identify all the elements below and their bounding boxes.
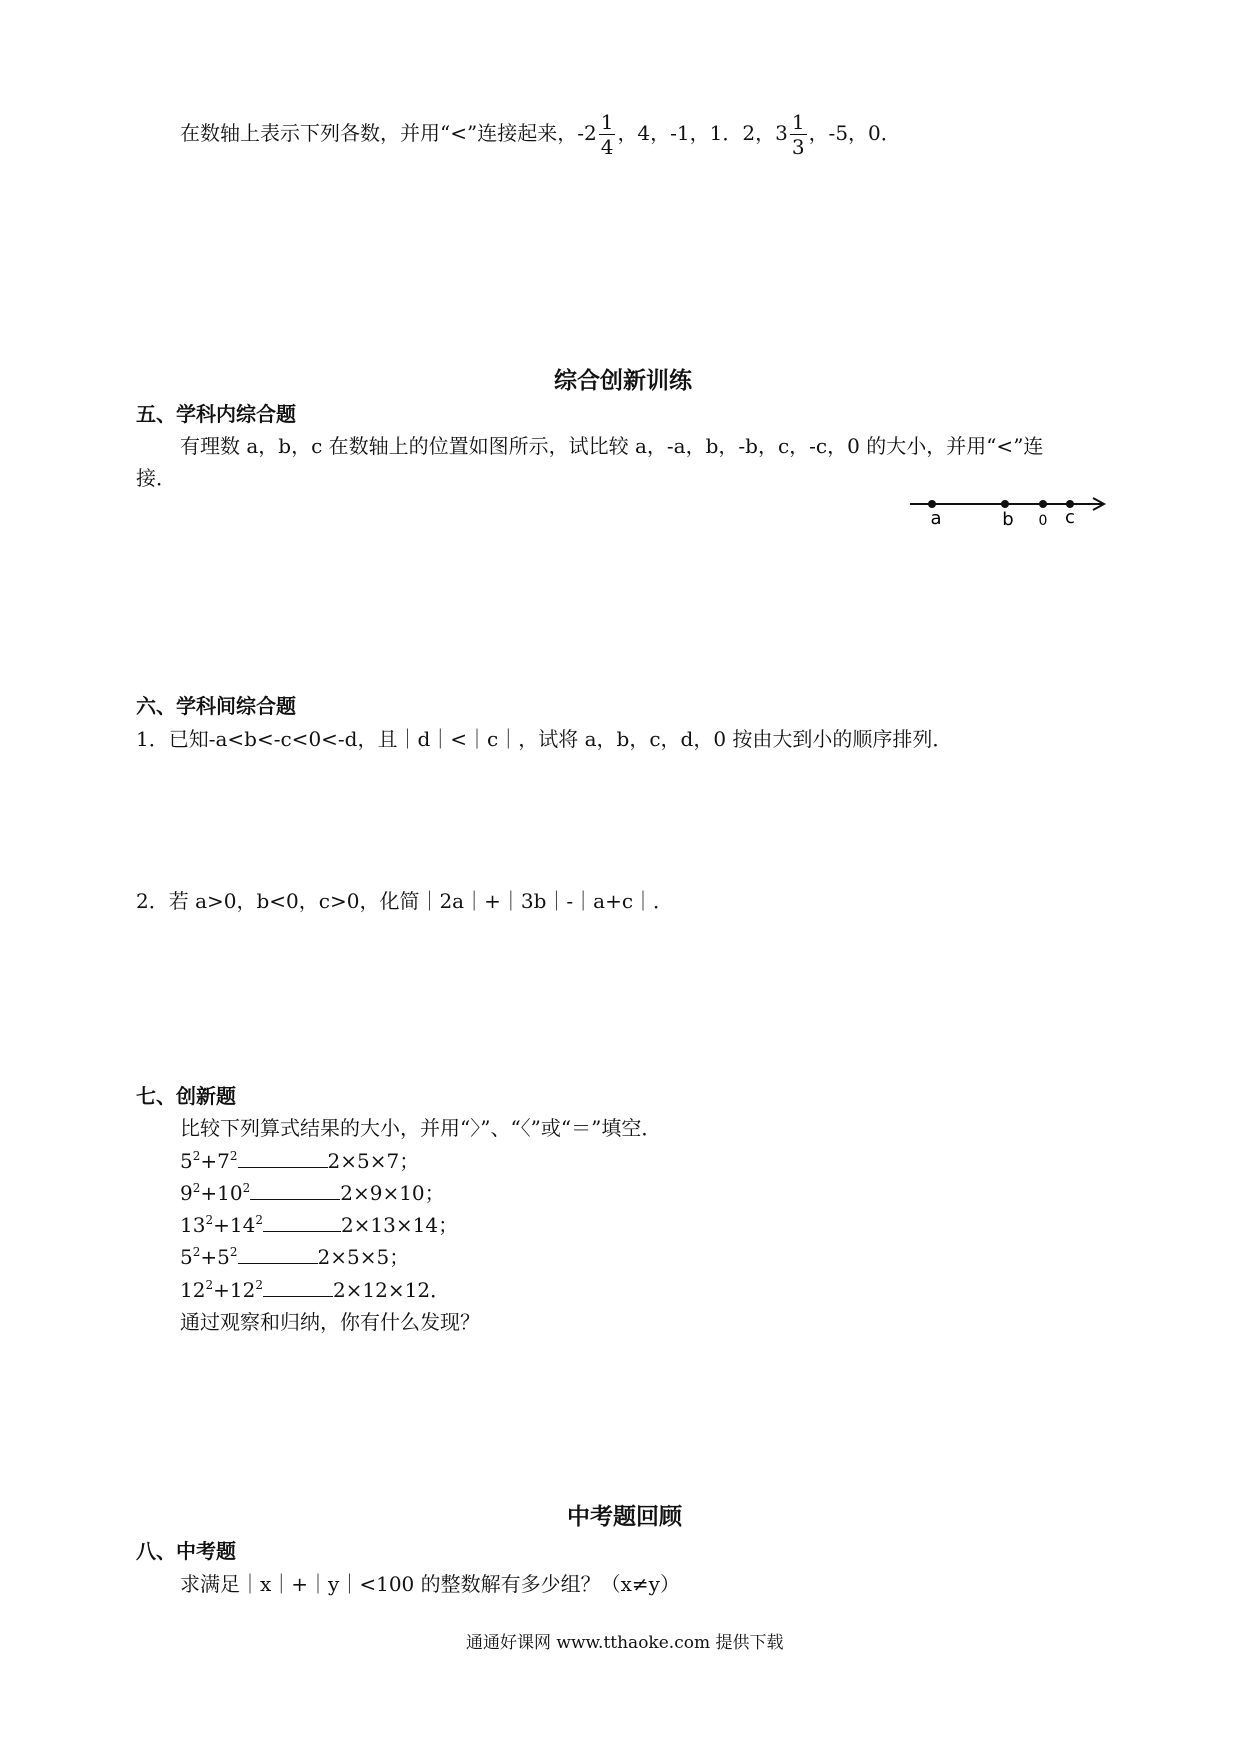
point-b (1001, 500, 1009, 508)
label-b: b (1002, 509, 1014, 530)
heading-review: 中考题回顾 (567, 1504, 682, 1530)
label-a: a (930, 508, 942, 529)
section-7-intro: 比较下列算式结果的大小，并用“〉”、“〈”或“＝”填空． (180, 1116, 662, 1140)
label-c: c (1065, 507, 1075, 528)
numline-question (180, 112, 901, 157)
comparison-item: $13^2+14^2$ 2×13×14； (180, 1213, 459, 1237)
page-footer: 通通好课网 www.tthaoke.com 提供下载 (466, 1633, 784, 1653)
point-zero (1039, 500, 1047, 508)
section-8-question: 求满足｜x｜+｜y｜<100 的整数解有多少组？（x≠y） (180, 1572, 680, 1596)
comparison-item: $5^2+5^2$ 2×5×5； (180, 1245, 410, 1269)
number-line-diagram (900, 490, 1110, 535)
fraction-one-third: $\frac{1}{3}$ (791, 110, 805, 159)
heading-synthesis: 综合创新训练 (554, 368, 692, 394)
section-6-question-2: 2．若 a>0，b<0，c>0，化简｜2a｜+｜3b｜-｜a+c｜． (136, 889, 674, 913)
section-7-closing: 通过观察和归纳，你有什么发现？ (180, 1310, 480, 1334)
section-8-title: 八、中考题 (136, 1539, 236, 1563)
comparison-item: $9^2+10^2$ 2×9×10； (180, 1181, 445, 1205)
section-7-title: 七、创新题 (136, 1084, 236, 1108)
numline-question-mid: ，4，-1，1．2，3 (617, 121, 788, 145)
fraction-one-quarter: $\frac{1}{4}$ (600, 110, 614, 159)
section-6-title: 六、学科间综合题 (136, 694, 296, 718)
label-zero: 0 (1038, 513, 1048, 529)
comparison-item: $5^2+7^2$ 2×5×7； (180, 1149, 420, 1173)
answer-blank[interactable] (238, 1245, 318, 1264)
answer-blank[interactable] (250, 1181, 340, 1200)
point-a (928, 500, 936, 508)
answer-blank[interactable] (263, 1213, 341, 1232)
comparison-item: $12^2+12^2$ 2×12×12． (180, 1278, 451, 1302)
answer-blank[interactable] (238, 1149, 328, 1168)
numline-question-post: ，-5，0． (808, 121, 901, 145)
section-5-title: 五、学科内综合题 (136, 402, 296, 426)
section-6-question-1: 1．已知-a<b<-c<0<-d，且｜d｜<｜c｜，试将 a，b，c，d，0 按由大到小的顺序排列． (136, 727, 953, 751)
section-5-line1: 有理数 a，b，c 在数轴上的位置如图所示，试比较 a，-a，b，-b，c，-c，0 的大小，并用“<”连 (180, 434, 1044, 458)
numline-question-pre: 在数轴上表示下列各数，并用“<”连接起来，-2 (180, 121, 597, 145)
answer-blank[interactable] (263, 1278, 333, 1297)
section-5-line2: 接． (136, 466, 176, 490)
